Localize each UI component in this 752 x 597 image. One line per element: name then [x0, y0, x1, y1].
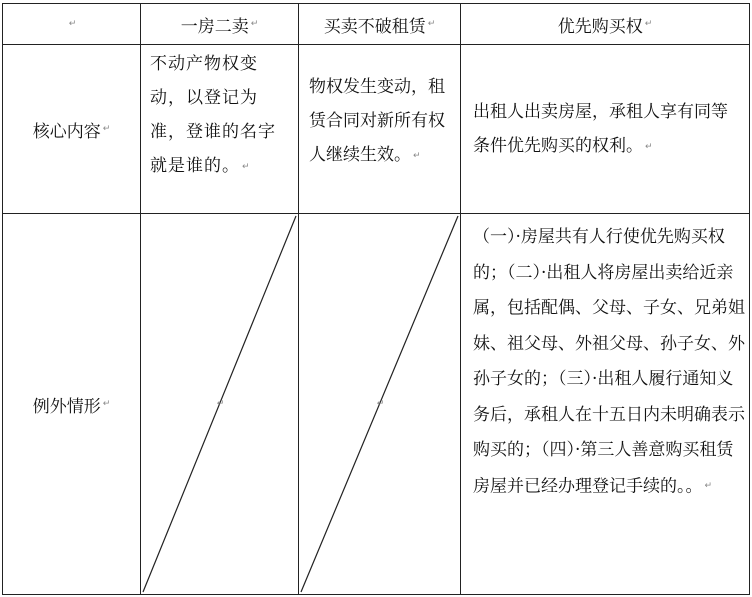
header-col-2 — [299, 4, 460, 44]
table-rule — [749, 3, 750, 595]
cell-core-col-3 — [461, 95, 749, 213]
paragraph-mark: ↵ — [102, 124, 111, 134]
row-label: 例外情形 — [32, 396, 101, 417]
cell-text: （一）·房屋共有人行使优先购买权的；（二）·出租人将房屋出卖给近亲属，包括配偶、父母、子女、兄弟姐妹、祖父母、外祖父母、孙子女、外孙子女的；（三）·出租人履行通知义务后，承租人在十五日内未明确表示购买的；（四）·第三人善意购买租赁房屋并已经办理登记手续的。。 — [473, 227, 745, 496]
paragraph-mark: ↵ — [376, 399, 385, 409]
cell-core-col-2 — [299, 70, 460, 213]
cell-exception-col-3 — [461, 220, 749, 594]
cell-exception-col-2-empty — [299, 214, 460, 594]
paragraph-mark: ↵ — [645, 141, 653, 152]
header-label: 一房二卖 — [180, 16, 249, 37]
paragraph-mark: ↵ — [68, 19, 77, 29]
cell-text: 不动产物权变动，以登记为准，登谁的名字就是谁的。 — [150, 54, 276, 176]
paragraph-mark: ↵ — [704, 480, 713, 491]
paragraph-mark: ↵ — [644, 19, 653, 29]
paragraph-mark: ↵ — [242, 161, 251, 172]
header-col-1 — [141, 4, 298, 44]
row-label-core — [3, 45, 140, 213]
header-label: 买卖不破租赁 — [323, 16, 426, 37]
paragraph-mark: ↵ — [102, 399, 111, 409]
row-label-exception — [3, 214, 140, 594]
header-col-3 — [461, 4, 749, 44]
paragraph-mark: ↵ — [250, 19, 259, 29]
table-rule — [2, 594, 750, 595]
header-corner-cell — [3, 4, 140, 44]
paragraph-mark: ↵ — [216, 399, 225, 409]
cell-exception-col-1-empty — [141, 214, 298, 594]
paragraph-mark: ↵ — [413, 150, 421, 161]
comparison-table — [2, 3, 750, 595]
paragraph-mark: ↵ — [427, 19, 436, 29]
cell-core-col-1 — [141, 47, 298, 213]
cell-text: 出租人出卖房屋，承租人享有同等条件优先购买的权利。 — [473, 102, 728, 156]
cell-text: 物权发生变动，租赁合同对新所有权人继续生效。 — [309, 77, 445, 165]
header-label: 优先购买权 — [557, 16, 643, 37]
row-label: 核心内容 — [32, 121, 101, 142]
